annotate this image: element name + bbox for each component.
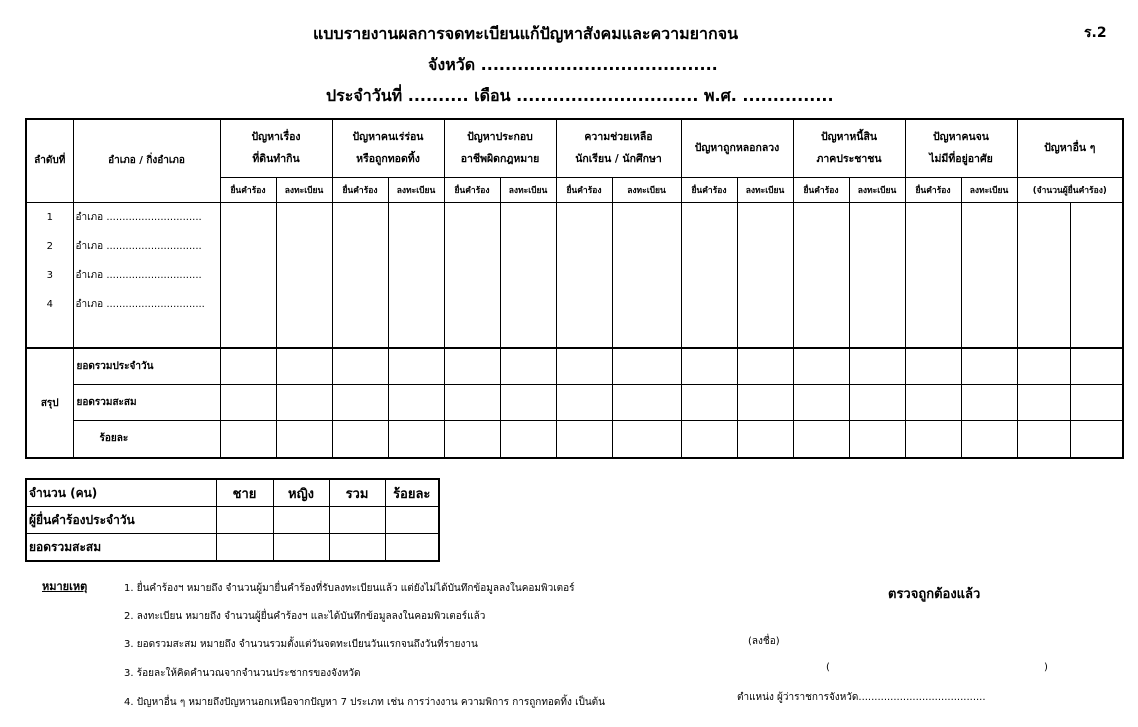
- table-cell[interactable]: [276, 348, 332, 384]
- table-cell[interactable]: [556, 202, 612, 348]
- table-cell[interactable]: [385, 534, 439, 562]
- list-item: 1: [46, 211, 53, 223]
- sub-submit: ยื่นคำร้อง: [220, 177, 276, 202]
- table-cell[interactable]: [220, 348, 276, 384]
- table-cell[interactable]: [681, 348, 737, 384]
- list-item: 3: [46, 269, 53, 281]
- table-cell[interactable]: [1070, 420, 1123, 458]
- count-table: [25, 478, 440, 562]
- category-housing-header: ปัญหาคนจน ไม่มีที่อยู่อาศัย: [905, 119, 1017, 177]
- table-cell[interactable]: [500, 420, 556, 458]
- sub-register: ลงทะเบียน: [737, 177, 793, 202]
- table-cell[interactable]: [849, 202, 905, 348]
- table-cell[interactable]: [849, 420, 905, 458]
- table-cell[interactable]: [220, 202, 276, 348]
- note-item: 4. ปัญหาอื่น ๆ หมายถึงปัญหานอกเหนือจากปัญหา 7 ประเภท เช่น การว่างงาน ความพิการ การถูกทอดทิ้ง เป็นต้น: [124, 697, 606, 708]
- table-cell[interactable]: [612, 420, 681, 458]
- report-table: [25, 118, 1124, 459]
- table-cell[interactable]: [276, 202, 332, 348]
- table-cell[interactable]: [273, 507, 329, 534]
- date-line: ประจำวันที่ .......... เดือน .............................. พ.ศ. ...............: [326, 86, 834, 105]
- sub-register: ลงทะเบียน: [388, 177, 444, 202]
- category-homeless-header: ปัญหาคนเร่ร่อน หรือถูกทอดทิ้ง: [332, 119, 444, 177]
- sub-submit: ยื่นคำร้อง: [444, 177, 500, 202]
- table-cell[interactable]: [905, 420, 961, 458]
- table-cell[interactable]: [1017, 420, 1070, 458]
- table-cell[interactable]: [216, 507, 273, 534]
- note-item: 3. ยอดรวมสะสม หมายถึง จำนวนรวมตั้งแต่วันจดทะเบียนวันแรกจนถึงวันที่รายงาน: [124, 639, 478, 650]
- table-cell[interactable]: [961, 384, 1017, 420]
- table-cell[interactable]: [737, 384, 793, 420]
- table-cell[interactable]: [961, 202, 1017, 348]
- category-illegal-job-header: ปัญหาประกอบ อาชีพผิดกฎหมาย: [444, 119, 556, 177]
- sub-submit: ยื่นคำร้อง: [332, 177, 388, 202]
- row-cumulative: ยอดรวมสะสม: [26, 534, 216, 562]
- table-cell[interactable]: [793, 202, 849, 348]
- table-cell[interactable]: [1017, 202, 1070, 348]
- col-district-header: อำเภอ / กิ่งอำเภอ: [73, 119, 220, 202]
- table-cell[interactable]: [332, 202, 388, 348]
- table-cell[interactable]: [388, 348, 444, 384]
- paren-open: (: [826, 662, 830, 673]
- table-cell[interactable]: [1070, 202, 1123, 348]
- table-cell[interactable]: [500, 348, 556, 384]
- table-cell[interactable]: [556, 384, 612, 420]
- category-debt-header: ปัญหาหนี้สิน ภาคประชาชน: [793, 119, 905, 177]
- table-cell[interactable]: [329, 507, 385, 534]
- table-cell[interactable]: [737, 420, 793, 458]
- verify-heading: ตรวจถูกต้องแล้ว: [888, 587, 981, 602]
- table-cell[interactable]: [216, 534, 273, 562]
- sub-register: ลงทะเบียน: [612, 177, 681, 202]
- table-cell[interactable]: [905, 202, 961, 348]
- table-cell[interactable]: [500, 202, 556, 348]
- category-land-header: ปัญหาเรื่อง ที่ดินทำกิน: [220, 119, 332, 177]
- table-cell[interactable]: [444, 420, 500, 458]
- table-cell[interactable]: [793, 420, 849, 458]
- table-cell[interactable]: [332, 420, 388, 458]
- sub-other-count: (จำนวนผู้ยื่นคำร้อง): [1017, 177, 1123, 202]
- table-cell[interactable]: [388, 202, 444, 348]
- order-number-list: [26, 202, 73, 348]
- list-item: อำเภอ ..............................: [75, 211, 202, 223]
- count-header: จำนวน (คน): [26, 479, 216, 507]
- table-cell[interactable]: [1070, 348, 1123, 384]
- table-cell[interactable]: [273, 534, 329, 562]
- table-cell[interactable]: [961, 420, 1017, 458]
- table-cell[interactable]: [793, 348, 849, 384]
- table-cell[interactable]: [329, 534, 385, 562]
- table-cell[interactable]: [276, 384, 332, 420]
- table-cell[interactable]: [332, 348, 388, 384]
- table-cell[interactable]: [1070, 384, 1123, 420]
- form-code: ร.2: [1084, 25, 1107, 41]
- table-cell[interactable]: [556, 420, 612, 458]
- report-title: แบบรายงานผลการจดทะเบียนแก้ปัญหาสังคมและความยากจน: [313, 24, 739, 43]
- note-item: 3. ร้อยละให้คิดคำนวณจากจำนวนประชากรของจังหวัด: [124, 668, 361, 679]
- notes-label: หมายเหตุ: [42, 580, 88, 593]
- district-list: [73, 202, 220, 348]
- sub-register: ลงทะเบียน: [961, 177, 1017, 202]
- category-fraud-header: ปัญหาถูกหลอกลวง: [681, 119, 793, 177]
- table-cell[interactable]: [220, 384, 276, 420]
- table-cell[interactable]: [444, 384, 500, 420]
- table-cell[interactable]: [332, 384, 388, 420]
- list-item: อำเภอ ...............................: [75, 298, 205, 310]
- table-cell[interactable]: [737, 202, 793, 348]
- category-student-aid-header: ความช่วยเหลือ นักเรียน / นักศึกษา: [556, 119, 681, 177]
- table-cell[interactable]: [961, 348, 1017, 384]
- table-cell[interactable]: [1017, 348, 1070, 384]
- table-cell[interactable]: [276, 420, 332, 458]
- sub-submit: ยื่นคำร้อง: [793, 177, 849, 202]
- table-cell[interactable]: [444, 202, 500, 348]
- note-item: 1. ยื่นคำร้องฯ หมายถึง จำนวนผู้มายื่นคำร้องที่รับลงทะเบียนแล้ว แต่ยังไม่ได้บันทึกข้อมูลลงในคอมพิวเตอร์: [124, 583, 575, 594]
- table-cell[interactable]: [849, 384, 905, 420]
- province-line: จังหวัด .......................................: [428, 55, 718, 74]
- sub-register: ลงทะเบียน: [500, 177, 556, 202]
- table-cell[interactable]: [681, 384, 737, 420]
- position-line: ตำแหน่ง ผู้ว่าราชการจังหวัด........................................: [737, 692, 986, 703]
- sub-register: ลงทะเบียน: [276, 177, 332, 202]
- table-cell[interactable]: [1017, 384, 1070, 420]
- list-item: 4: [46, 298, 53, 310]
- col-percent: ร้อยละ: [385, 479, 439, 507]
- table-cell[interactable]: [737, 348, 793, 384]
- table-cell[interactable]: [556, 348, 612, 384]
- table-cell[interactable]: [612, 384, 681, 420]
- category-other-header: ปัญหาอื่น ๆ: [1017, 119, 1123, 177]
- col-female: หญิง: [273, 479, 329, 507]
- table-cell[interactable]: [500, 384, 556, 420]
- table-cell[interactable]: [793, 384, 849, 420]
- col-order-header: ลำดับที่: [26, 119, 73, 202]
- list-item: อำเภอ ..............................: [75, 240, 202, 252]
- table-cell[interactable]: [220, 420, 276, 458]
- table-cell[interactable]: [385, 507, 439, 534]
- row-daily-applicants: ผู้ยื่นคำร้องประจำวัน: [26, 507, 216, 534]
- table-cell[interactable]: [388, 420, 444, 458]
- table-cell[interactable]: [444, 348, 500, 384]
- table-cell[interactable]: [388, 384, 444, 420]
- summary-row-daily: ยอดรวมประจำวัน: [73, 348, 220, 384]
- table-cell[interactable]: [905, 348, 961, 384]
- table-cell[interactable]: [612, 202, 681, 348]
- sub-submit: ยื่นคำร้อง: [556, 177, 612, 202]
- table-cell[interactable]: [612, 348, 681, 384]
- table-cell[interactable]: [905, 384, 961, 420]
- summary-row-cumulative: ยอดรวมสะสม: [73, 384, 220, 420]
- signature-label: (ลงชื่อ): [748, 636, 780, 647]
- table-cell[interactable]: [849, 348, 905, 384]
- sub-submit: ยื่นคำร้อง: [681, 177, 737, 202]
- sub-submit: ยื่นคำร้อง: [905, 177, 961, 202]
- table-cell[interactable]: [681, 202, 737, 348]
- summary-row-percent: ร้อยละ: [73, 420, 220, 458]
- col-male: ชาย: [216, 479, 273, 507]
- list-item: อำเภอ ..............................: [75, 269, 202, 281]
- col-total: รวม: [329, 479, 385, 507]
- list-item: 2: [46, 240, 53, 252]
- sub-register: ลงทะเบียน: [849, 177, 905, 202]
- summary-label: สรุป: [26, 348, 73, 458]
- paren-close: ): [1044, 662, 1048, 673]
- note-item: 2. ลงทะเบียน หมายถึง จำนวนผู้ยื่นคำร้องฯ และได้บันทึกข้อมูลลงในคอมพิวเตอร์แล้ว: [124, 611, 486, 622]
- table-cell[interactable]: [681, 420, 737, 458]
